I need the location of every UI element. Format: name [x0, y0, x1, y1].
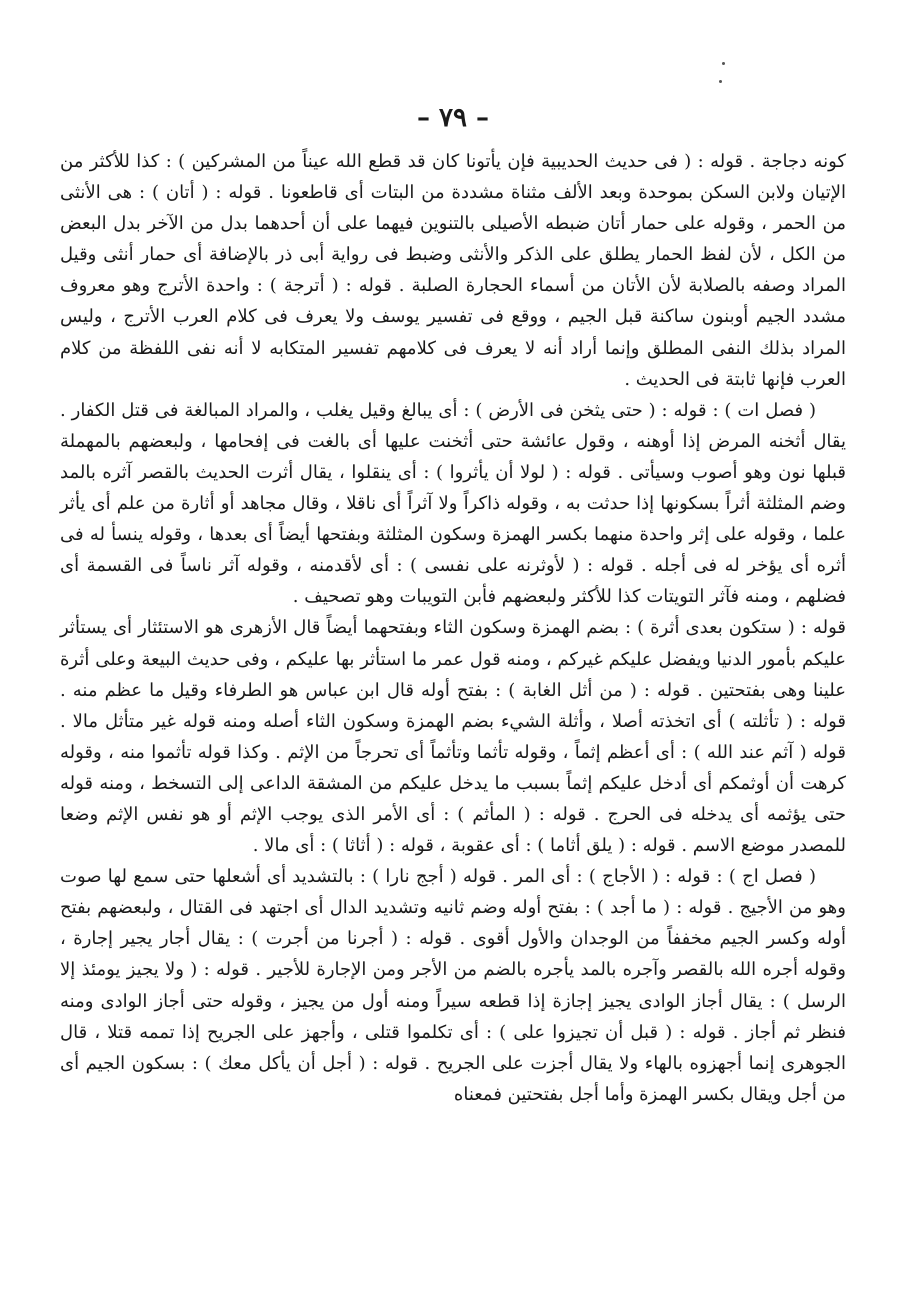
body-text [60, 146, 846, 1110]
paragraph: كونه دجاجة . قوله : ( فى حديث الحديبية فإن يأتونا كان قد قطع الله عيناً من المشركين ) : كذا للأكثر من الإتيان ولابن السكن بموحدة وبعد الألف مثناة مشددة من البتات أى قاطعونا . قوله : ( أتان ) : هى الأنثى من الحمر ، وقوله على حمار أتان ضبطه الأصيلى بالتنوين فيهما على أن أحدهما بدل من الآخر بدل البعض من الكل ، لأن لفظ الحمار يطلق على الذكر والأنثى وضبط فى رواية أبى ذر بالإضافة أى حمار أنثى وقيل المراد وصفه بالصلابة لأن الأتان من أسماء الحجارة الصلبة . قوله : ( أترجة ) : واحدة الأترج وهو معروف مشدد الجيم أوبنون ساكنة قبل الجيم ، ووقع فى تفسير يوسف ولا يعرف فى كلام العرب الأترج ، وليس المراد بذلك النفى المطلق وإنما أراد أنه لا يعرف فى كلامهم تفسير المتكابه لا أنه نفى اللفظة من كلام العرب فإنها ثابتة فى الحديث . [60, 151, 847, 390]
page-number: – ٧٩ – [416, 103, 490, 133]
scan-speck [719, 80, 722, 83]
paragraph: قوله : ( ستكون بعدى أثرة ) : بضم الهمزة وسكون الثاء وبفتحهما أيضاً قال الأزهرى هو الاستئثار أى يستأثر عليكم بأمور الدنيا ويفضل عليكم غيركم ، ومنه قول عمر ما استأثر بها عليكم ، وفى حديث البيعة وعلى أثرة علينا وهى بفتحتين . قوله : ( من أثل الغابة ) : بفتح أوله قال ابن عباس هو الطرفاء وقيل ما عظم منه . قوله : ( تأثلته ) أى اتخذته أصلا ، وأثلة الشيء بضم الهمزة وسكون الثاء أصله ومنه قوله غير متأثل مالا . قوله ( آثم عند الله ) : أى أعظم إثماً ، وقوله تأثما وتأثماً أى تحرجاً من الإثم . وكذا قوله تأثموا منه ، وقوله كرهت أن أوثمكم أى أدخل عليكم إثماً بسبب ما يدخل عليكم من المشقة الداعى إلى التسخط ، ومنه قوله حتى يؤثمه أى يدخله فى الحرج . قوله : ( المأثم ) : أى الأمر الذى يوجب الإثم أو هو نفس الإثم وضعا للمصدر موضع الاسم . قوله : ( يلق أثاما ) : أى عقوبة ، قوله : ( أثاثا ) : أى مالا . [60, 617, 846, 857]
paragraph: ( فصل اج ) : قوله : ( الأجاج ) : أى المر . قوله ( أجج نارا ) : بالتشديد أى أشعلها حتى سمع لها صوت وهو من الأجيج . قوله : ( ما أجد ) : بفتح أوله وضم ثانيه وتشديد الدال أى اجتهد فى القتال ، ولبعضهم بفتح أوله وكسر الجيم مخففاً من الوجدان والأول أقوى . قوله : ( أجرنا من أجرت ) : يقال أجار يجير إجارة ، وقوله أجره الله بالقصر وآجره بالمد يأجره بالضم من الأجر ومن الإجارة للأجير . قوله : ( ولا يجيز يومئذ إلا الرسل ) : يقال أجاز الوادى يجيز إجازة إذا قطعه سيراً ومنه أول من يجيز ، وقوله حتى أجاز الوادى ومنه فنظر ثم أجاز . قوله : ( قبل أن تجيزوا على ) : أى تكلموا قتلى ، وأجهز على الجريح إذا تممه قتلا ، قال الجوهرى إنما أجهزوه بالهاء ولا يقال أجزت على الجريح . قوله : ( أجل أن يأكل معك ) : بسكون الجيم أى من أجل ويقال بكسر الهمزة وأما أجل بفتحتين فمعناه [60, 866, 846, 1105]
scan-speck [722, 62, 725, 65]
paragraph: ( فصل ات ) : قوله : ( حتى يثخن فى الأرض ) : أى يبالغ وقيل يغلب ، والمراد المبالغة فى قتل الكفار . يقال أثخنه المرض إذا أوهنه ، وقول عائشة حتى أثخنت عليها أى بالغت فى إفحامها ، ولبعضهم بالمهملة قبلها نون وهو أصوب وسيأتى . قوله : ( لولا أن يأثروا ) : أى ينقلوا ، يقال أثرت الحديث بالقصر آثره بالمد وضم المثلثة أثراً بسكونها إذا حدثت به ، وقوله ذاكراً ولا آثراً أى ناقلا ، وقال مجاهد أو أثارة من علم أى يأثر علما ، وقوله على إثر واحدة منهما بكسر الهمزة وسكون المثلثة وبفتحها أيضاً أى بعدها ، وقوله ينسأ له فى أثره أى يؤخر له فى أجله . قوله : ( لأوثرنه على نفسى ) : أى لأقدمنه ، وقوله آثر ناساً فى القسمة أى فضلهم ، ومنه فآثر التويتات كذا للأكثر ولبعضهم فأبن التويبات وهو تصحيف . [60, 399, 846, 608]
